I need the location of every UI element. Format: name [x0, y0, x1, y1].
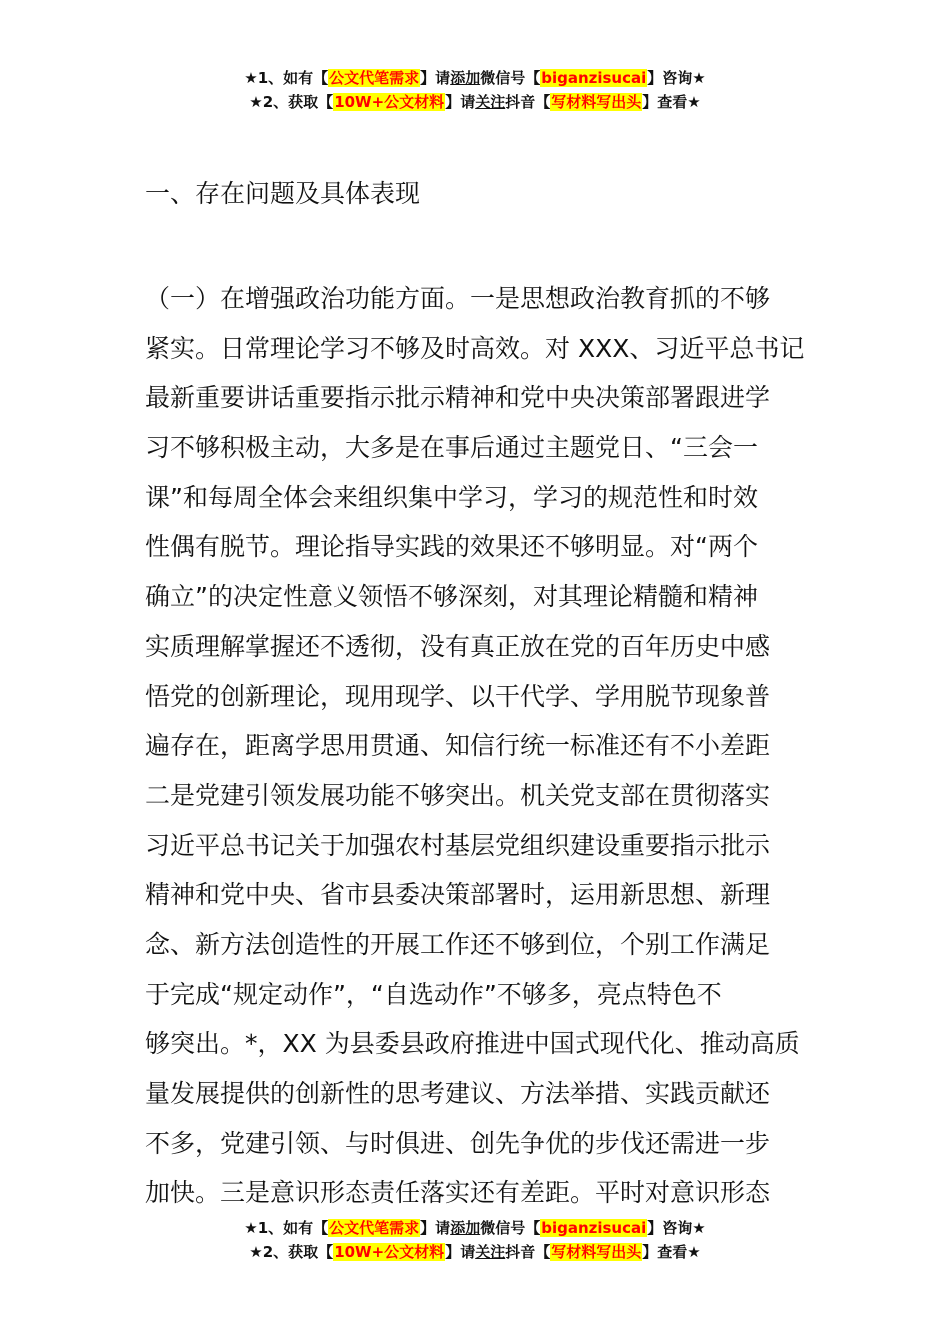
banner-highlight: 公文代笔需求	[329, 69, 420, 87]
banner-line-1: ★1、如有【公文代笔需求】请添加微信号【biganzisucai】咨询★	[244, 69, 706, 87]
text-line: 于完成“规定动作”，“自选动作”不够多，亮点特色不	[145, 979, 722, 1009]
text-line: 够突出。*，XX 为县委县政府推进中国式现代化、推动高质	[145, 1029, 800, 1059]
section-heading: 一、存在问题及具体表现	[145, 179, 421, 208]
banner-highlight: 写材料写出头	[551, 1243, 642, 1261]
text-line: 遍存在，距离学思用贯通、知信行统一标准还有不小差距	[145, 731, 771, 761]
text-line: 二是党建引领发展功能不够突出。机关党支部在贯彻落实	[145, 780, 771, 810]
banner-highlight: 写材料写出头	[551, 93, 642, 111]
text-line: 课”和每周全体会来组织集中学习，学习的规范性和时效	[145, 482, 758, 512]
text-line: 最新重要讲话重要指示批示精神和党中央决策部署跟进学	[145, 383, 771, 413]
text-line: 悟党的创新理论，现用现学、以干代学、学用脱节现象普	[145, 681, 771, 711]
banner-line-2: ★2、获取【10W+公文材料】请关注抖音【写材料写出头】查看★	[249, 1243, 701, 1261]
banner-highlight: 10W+公文材料	[334, 1243, 445, 1261]
text-line: （一）在增强政治功能方面。一是思想政治教育抓的不够	[145, 284, 771, 313]
text-line: 习近平总书记关于加强农村基层党组织建设重要指示批示	[145, 830, 771, 860]
banner-line-2: ★2、获取【10W+公文材料】请关注抖音【写材料写出头】查看★	[249, 93, 701, 111]
text-line: 念、新方法创造性的开展工作还不够到位，个别工作满足	[145, 929, 771, 959]
body-text	[145, 274, 825, 1218]
text-line: 实质理解掌握还不透彻，没有真正放在党的百年历史中感	[145, 631, 771, 661]
header-banner	[0, 66, 950, 114]
banner-line-1: ★1、如有【公文代笔需求】请添加微信号【biganzisucai】咨询★	[244, 1219, 706, 1237]
text-line: 习不够积极主动，大多是在事后通过主题党日、“三会一	[145, 433, 758, 463]
text-line: 不多，党建引领、与时俱进、创先争优的步伐还需进一步	[145, 1128, 771, 1158]
banner-highlight: 公文代笔需求	[329, 1219, 420, 1237]
banner-highlight: biganzisucai	[541, 1219, 647, 1237]
banner-highlight: 10W+公文材料	[334, 93, 445, 111]
text-line: 量发展提供的创新性的思考建议、方法举措、实践贡献还	[145, 1079, 771, 1108]
text-line: 确立”的决定性意义领悟不够深刻，对其理论精髓和精神	[145, 582, 758, 612]
banner-highlight: biganzisucai	[541, 69, 647, 87]
text-line: 性偶有脱节。理论指导实践的效果还不够明显。对“两个	[145, 532, 758, 562]
text-line: 紧实。日常理论学习不够及时高效。对 XXX、习近平总书记	[145, 333, 805, 363]
text-line: 加快。三是意识形态责任落实还有差距。平时对意识形态	[145, 1178, 771, 1208]
text-line: 精神和党中央、省市县委决策部署时，运用新思想、新理	[145, 880, 771, 910]
footer-banner	[0, 1216, 950, 1264]
